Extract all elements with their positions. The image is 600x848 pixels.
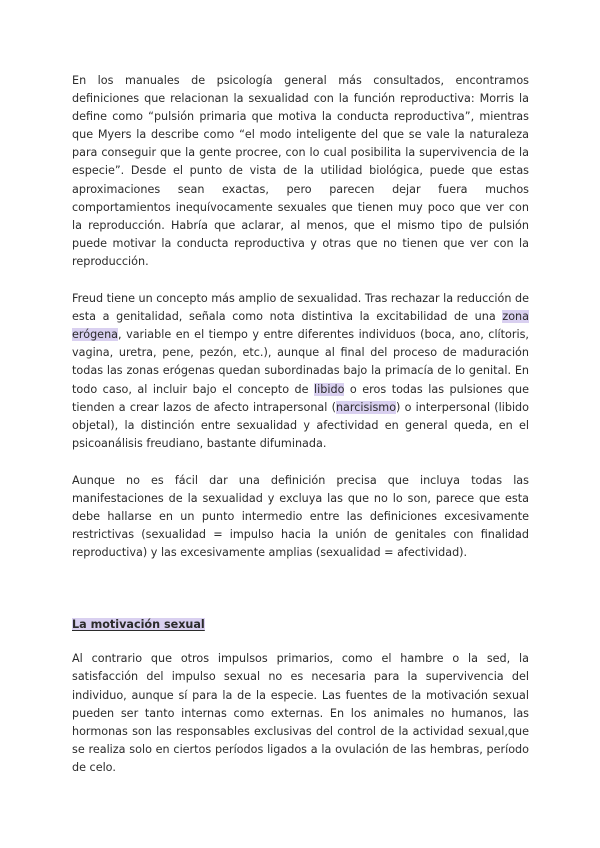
paragraph-3: Aunque no es fácil dar una definición precisa que incluya todas las manifestaciones de la sexualidad y excluya las que no lo son, parece que esta debe hallarse en un punto intermedio entre las definiciones excesivamente restrictivas (sexualidad = impulso hacia la unión de genitales con finalidad reproductiva) y las excesivamente amplias (sexualidad = afectividad).	[72, 473, 529, 560]
section-heading: La motivación sexual	[72, 618, 205, 632]
highlight-narcisismo: narcisismo	[335, 400, 397, 414]
paragraph-2-text: ) o interpersonal (libido objetal), la distinción entre sexualidad y afectividad en general queda, en el psicoanálisis freudiano, bastante difuminada.	[72, 400, 529, 450]
section-heading-wrapper	[72, 613, 529, 634]
paragraph-2-text: o eros todas las pulsiones que tienden a crear lazos de afecto intrapersonal (	[72, 382, 529, 414]
page-body	[72, 72, 529, 777]
paragraph-2	[72, 290, 529, 453]
paragraph-2-text: Freud tiene un concepto más amplio de sexualidad. Tras rechazar la reducción de esta a genitalidad, señala como nota distintiva la excitabilidad de una	[72, 292, 529, 324]
paragraph-4: Al contrario que otros impulsos primarios, como el hambre o la sed, la satisfacción del impulso sexual no es necesaria para la supervivencia del individuo, aunque sí para la de la especie. Las fuentes de la motivación sexual pueden ser tanto internas como externas. En los animales no humanos, las hormonas son las responsables exclusivas del control de la actividad sexual,que se realiza solo en ciertos períodos ligados a la ovulación de las hembras, período de celo.	[72, 652, 529, 774]
paragraph-1: En los manuales de psicología general más consultados, encontramos definiciones que relacionan la sexualidad con la función reproductiva: Morris la define como “pulsión primaria que motiva la conducta reproductiva”, mientras que Myers la describe como “el modo inteligente del que se vale la naturaleza para conseguir que la gente procree, con lo cual posibilita la supervivencia de la especie”. Desde el punto de vista de la utilidad biológica, puede que estas aproximaciones sean exactas, pero parecen dejar fuera muchos comportamientos inequívocamente sexuales que tienen muy poco que ver con la reproducción. Habría que aclarar, al menos, que el mismo tipo de pulsión puede motivar la conducta reproductiva y otras que no tienen que ver con la reproducción.	[72, 74, 529, 268]
highlight-zona-erogena: zona erógena	[72, 310, 529, 342]
highlight-libido: libido	[314, 382, 345, 396]
paragraph-2-text: , variable en el tiempo y entre diferentes individuos (boca, ano, clítoris, vagina, uretra, pene, pezón, etc.), aunque al final del proceso de maduración todas las zonas erógenas quedan subordinadas bajo la primacía de lo genital. En todo caso, al incluir bajo el concepto de	[72, 328, 529, 396]
